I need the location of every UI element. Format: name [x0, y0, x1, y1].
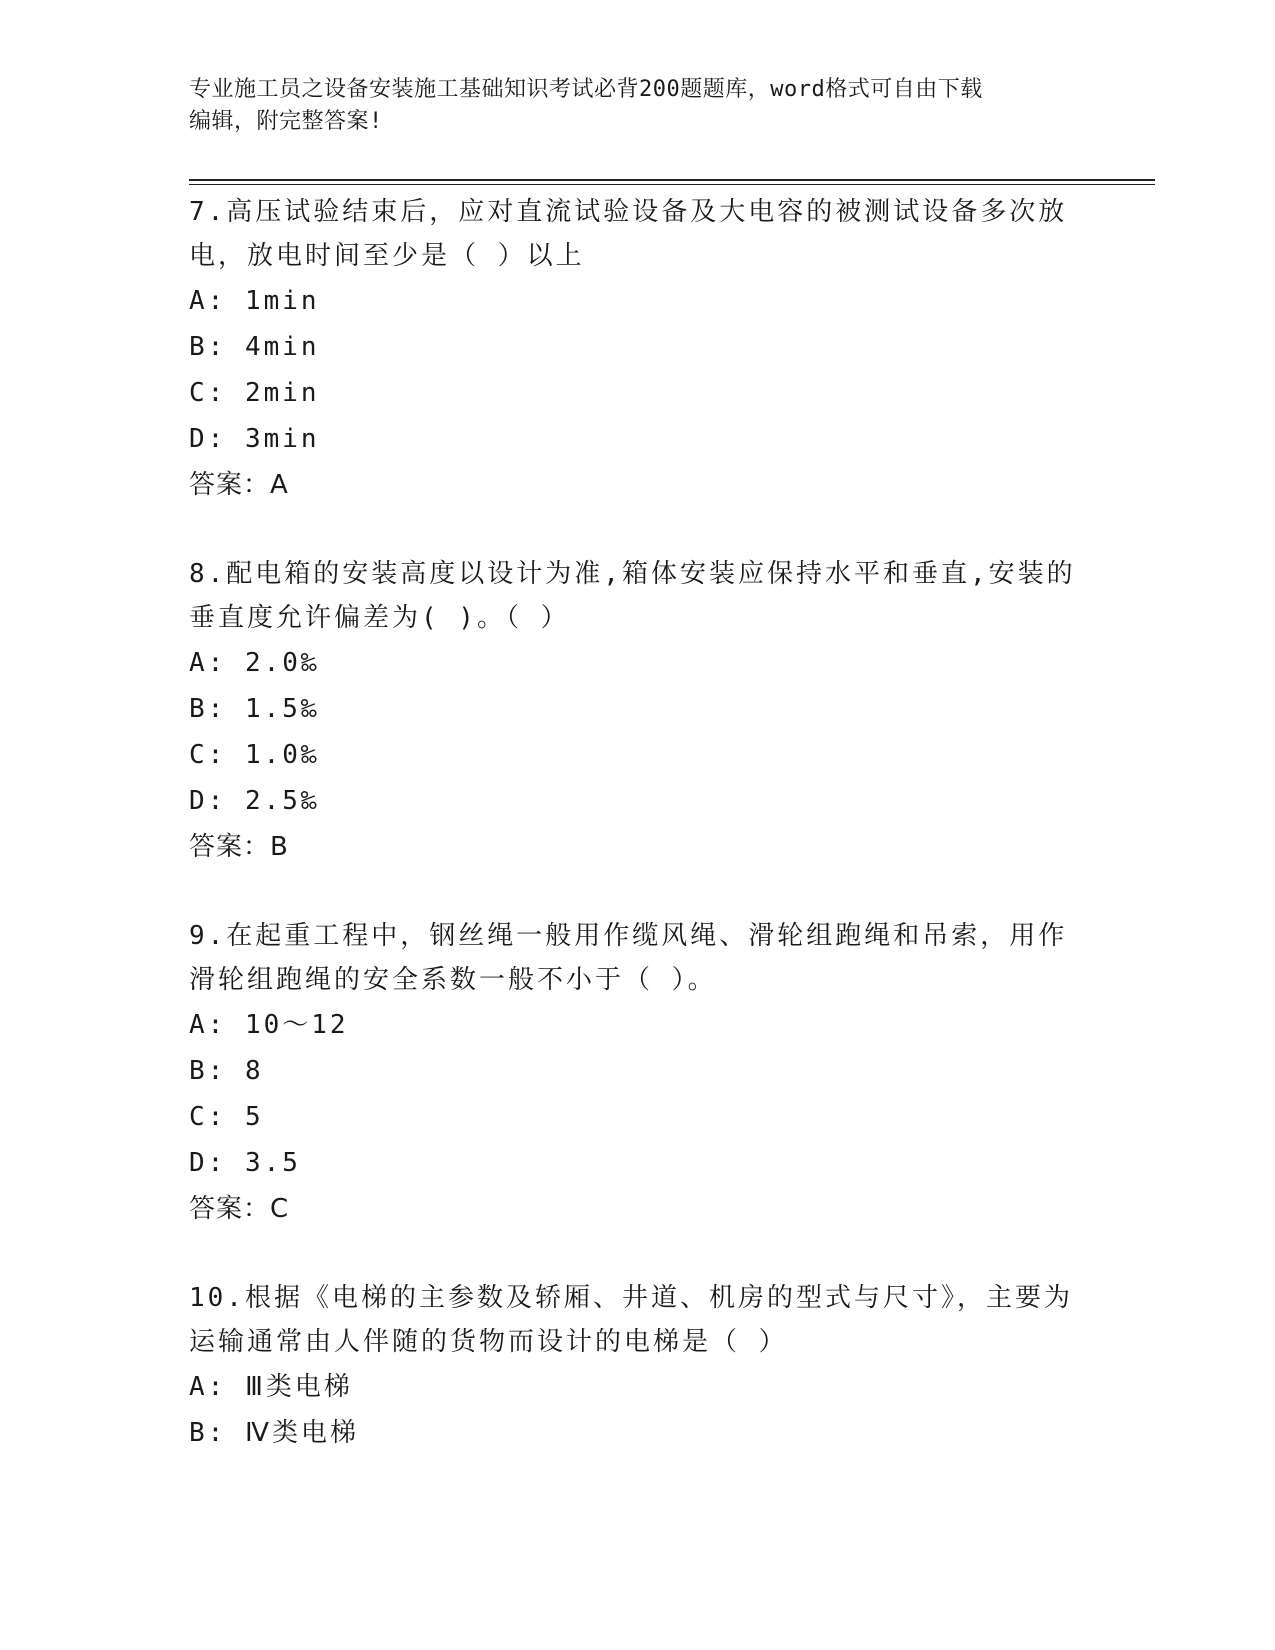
- header-line-1: 专业施工员之设备安装施工基础知识考试必背200题题库，word格式可自由下载: [189, 77, 983, 102]
- header-divider-thick: [189, 179, 1155, 181]
- question-item: [189, 552, 1089, 870]
- option-b: B: Ⅳ类电梯: [189, 1418, 359, 1448]
- document-header: [189, 74, 1089, 138]
- question-text-line: 8.配电箱的安装高度以设计为准,箱体安装应保持水平和垂直,安装的: [189, 559, 1076, 589]
- question-text-line: 9.在起重工程中，钢丝绳一般用作缆风绳、滑轮组跑绳和吊索，用作: [189, 921, 1068, 951]
- option-a: A: 2.0‰: [189, 648, 320, 678]
- option-b: B: 1.5‰: [189, 694, 320, 724]
- answer-label: 答案：A: [189, 470, 289, 500]
- option-b: B: 8: [189, 1056, 264, 1086]
- question-text-line: 滑轮组跑绳的安全系数一般不小于（ ）。: [189, 965, 717, 995]
- option-d: D: 3min: [189, 424, 320, 454]
- question-item: [189, 190, 1089, 508]
- option-c: C: 5: [189, 1102, 264, 1132]
- answer-label: 答案：C: [189, 1194, 290, 1224]
- header-divider-thin: [189, 184, 1155, 185]
- option-c: C: 2min: [189, 378, 320, 408]
- question-text-line: 7.高压试验结束后，应对直流试验设备及大电容的被测试设备多次放: [189, 197, 1068, 227]
- option-a: A: Ⅲ类电梯: [189, 1372, 353, 1402]
- question-text-line: 10.根据《电梯的主参数及轿厢、井道、机房的型式与尺寸》，主要为: [189, 1283, 1073, 1313]
- option-a: A: 1min: [189, 286, 320, 316]
- question-item: [189, 914, 1089, 1232]
- question-item: [189, 1276, 1089, 1456]
- question-text-line: 运输通常由人伴随的货物而设计的电梯是（ ）: [189, 1327, 788, 1357]
- option-c: C: 1.0‰: [189, 740, 320, 770]
- option-d: D: 3.5: [189, 1148, 301, 1178]
- question-text-line: 垂直度允许偏差为( )。（ ）: [189, 603, 570, 633]
- option-d: D: 2.5‰: [189, 786, 320, 816]
- answer-label: 答案：B: [189, 832, 289, 862]
- question-text-line: 电，放电时间至少是（ ）以上: [189, 241, 585, 271]
- question-list: [189, 190, 1089, 1500]
- option-b: B: 4min: [189, 332, 320, 362]
- header-line-2: 编辑，附完整答案!: [189, 109, 383, 134]
- option-a: A: 10～12: [189, 1010, 349, 1040]
